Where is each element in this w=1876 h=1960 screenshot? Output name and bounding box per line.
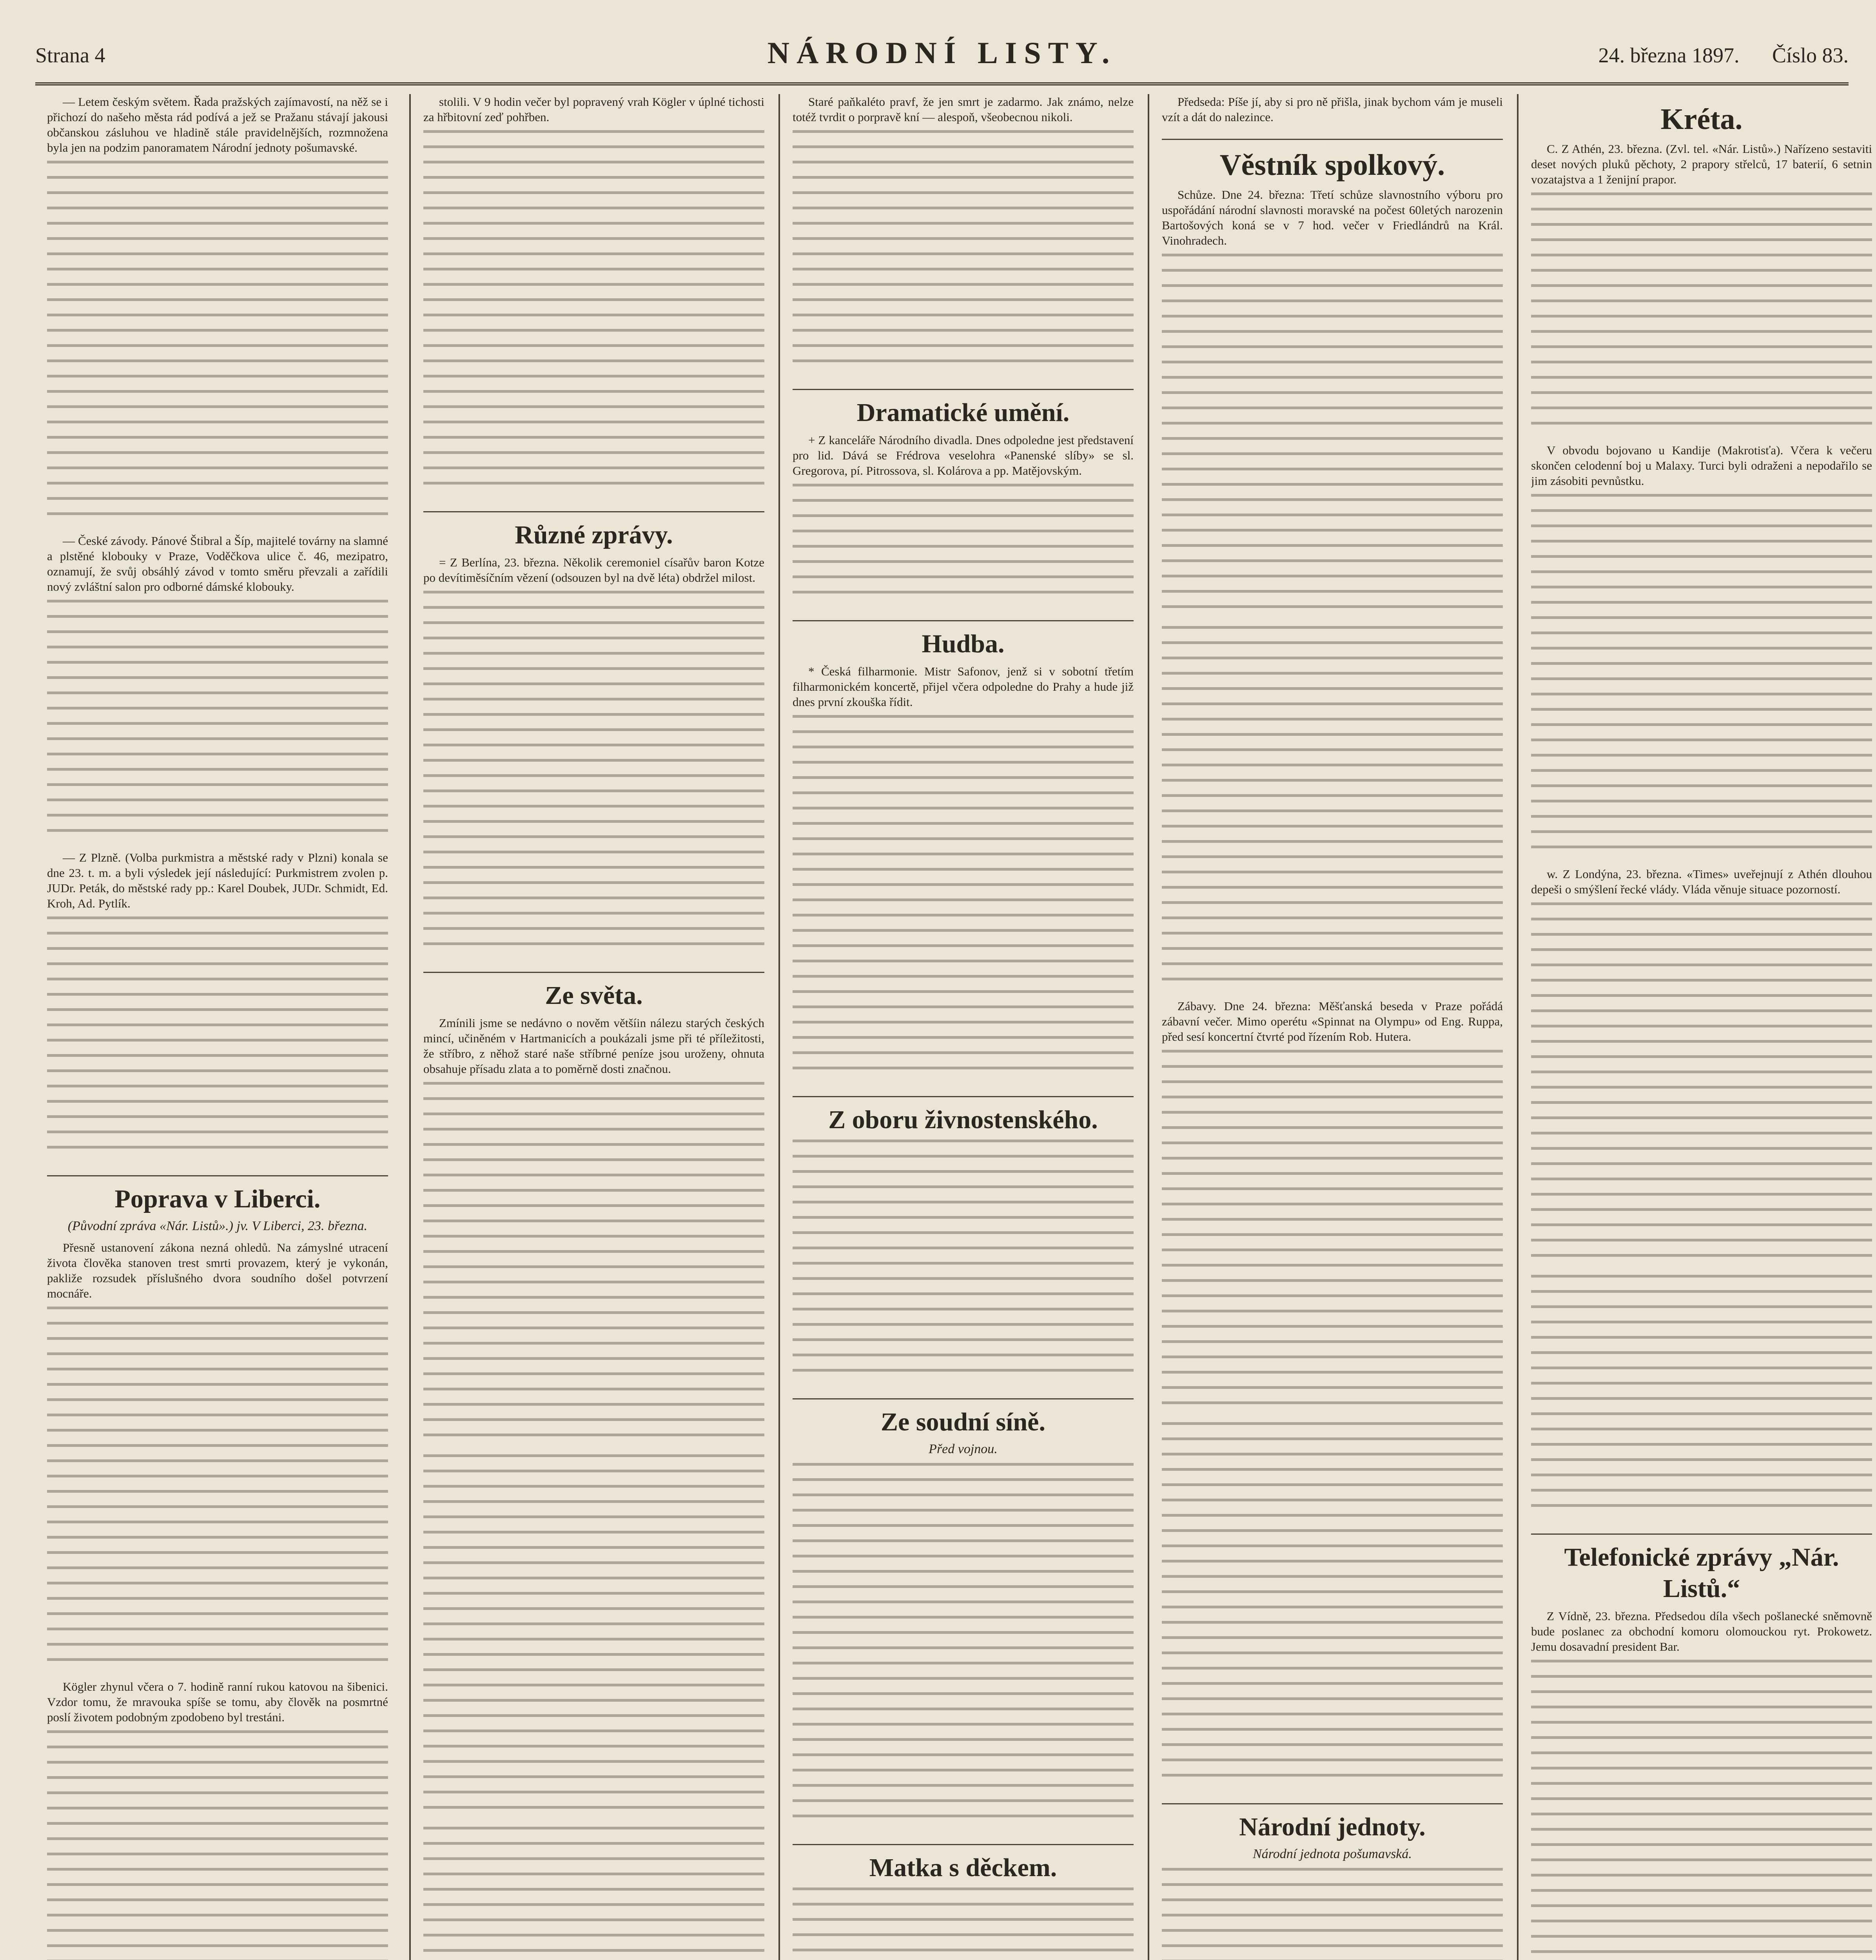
section-heading: Národní jednoty.: [1162, 1803, 1503, 1843]
article-paragraph: Zmínili jsme se nedávno o nověm většíin nálezu starých českých mincí, učiněném v Hartmanicích a poukázali jsme při té příležitosti, že stříbro, z něhož staré naše stříbrné peníze jsou uroženy, ohnuta obsahuje přísadu zlata a to poměrně dosti značnou.: [423, 1016, 764, 1076]
text-block: [1531, 1275, 1872, 1519]
column-rule: [778, 94, 780, 1960]
issue-date: 24. března 1897.: [1598, 44, 1740, 67]
text-block: [1531, 902, 1872, 1269]
section-subheading: Před vojnou.: [929, 1442, 998, 1456]
article-paragraph: Přesně ustanovení zákona nezná ohledů. Na zámyslné utracení života člověka stanoven trest smrti provazem, který je vykonán, pakliže rozsudek příslušného dvora soudního došel potvrzení mocnáře.: [47, 1241, 388, 1300]
text-block: [423, 1827, 764, 1960]
text-block: [793, 1140, 1134, 1384]
article-paragraph: — Z Plzně. (Volba purkmistra a městské rady v Plzni) konala se dne 23. t. m. a byli výsledek její následující: Purkmistrem zvolen p. JUDr. Peták, do městské rady pp.: Karel Doubek, JUDr. Schmidt, Ed. Kroh, Ad. Pytlík.: [47, 851, 388, 910]
article-paragraph: w. Z Londýna, 23. března. «Times» uveřejnují z Athén dlouhou depeši o smýšlení řecké vlády. Vláda věnuje situace pozorností.: [1531, 867, 1872, 896]
text-block: [47, 1307, 388, 1673]
article-paragraph: + Z kanceláře Národního divadla. Dnes odpoledne jest představení pro lid. Dává se Frédrova veselohra «Panenské slíby» se sl. Gregorova, pí. Pitrossova, sl. Kolárova a pp. Matějovským.: [793, 433, 1134, 477]
article-paragraph: Kögler zhynul včera o 7. hodině ranní rukou katovou na šibenici. Vzdor tomu, že mravouka spíše se tomu, aby člověk na posmrtné poslí životem podobným zpodobeno byl trestáni.: [47, 1680, 388, 1724]
article-paragraph: C. Z Athén, 23. března. (Zvl. tel. «Nár. Listů».) Nařízeno sestaviti deset nových pluků pěchoty, 2 prapory střelců, 17 baterií, 6 setnin vozatajstva a 1 ženijní prapor.: [1531, 142, 1872, 186]
article-paragraph: Z Vídně, 23. března. Předsedou díla všech pošlanecké sněmovně bude poslanec za obchodní komoru olomouckou ryt. Prokowetz. Jemu dosavadní president Bar.: [1531, 1609, 1872, 1653]
text-block: [423, 1454, 764, 1821]
section-heading: Hudba.: [793, 620, 1134, 660]
text-block: [47, 161, 388, 528]
page-number: Strana 4: [35, 44, 105, 67]
article-paragraph: Schůze. Dne 24. března: Třetí schůze slavnostního výboru pro uspořádání národní slavnosti moravské na počest 60letých narozenin Bartošových koná se v 7 hod. večer v Friedlándrů na Král. Vinohradech.: [1162, 188, 1503, 247]
column-5: [1531, 94, 1872, 1960]
article-paragraph: Předseda: Píše jí, aby si pro ně přišla, jinak bychom vám je museli vzít a dát do nalezince.: [1162, 95, 1503, 124]
article-paragraph: * Česká filharmonie. Mistr Safonov, jenž si v sobotní třetím filharmonickém koncertě, přijel včera odpoledne do Prahy a hude již dnes první zkouška řídit.: [793, 664, 1134, 709]
column-2: [423, 94, 764, 1960]
text-block: [793, 484, 1134, 606]
section-heading: Telefonické zprávy „Nár. Listů.“: [1531, 1534, 1872, 1604]
text-block: [793, 130, 1134, 375]
column-rule: [409, 94, 411, 1960]
column-1: [47, 94, 388, 1960]
section-subheading: Národní jednota pošumavská.: [1253, 1847, 1412, 1861]
section-heading: Ze soudní síně.: [793, 1398, 1134, 1438]
text-block: [47, 1730, 388, 1960]
article-paragraph: = Z Berlína, 23. března. Několik ceremoniel císařův baron Kotze po devítiměsíčním vězení (odsouzen byl na dvě léta) obdržel milost.: [423, 555, 764, 584]
column-3: [793, 94, 1134, 1960]
section-heading: Dramatické umění.: [793, 389, 1134, 428]
column-rule: [1517, 94, 1519, 1960]
section-subheading: (Původní zpráva «Nár. Listů».) jv. V Liberci, 23. března.: [67, 1219, 368, 1233]
text-block: [793, 1887, 1134, 1960]
section-heading: Matka s děckem.: [793, 1844, 1134, 1884]
date-and-issue: [1571, 43, 1849, 67]
text-block: [793, 1463, 1134, 1830]
text-block: [1531, 1660, 1872, 1960]
page-header: [35, 16, 1849, 85]
article-paragraph: Staré paňkaléto pravf, že jen smrt je zadarmo. Jak známo, nelze totéž tvrdit o porpravě kní — alespoň, všeobecnou nikoli.: [793, 95, 1134, 124]
section-heading: Kréta.: [1660, 103, 1743, 136]
text-block: [423, 591, 764, 958]
article-paragraph: V obvodu bojovano u Kandije (Makrotisťa). Včera k večeru skončen celodenní boj u Malaxy. Turci byli odraženi a nepodařilo se jim zásobiti pevnůstku.: [1531, 443, 1872, 488]
column-rule: [1148, 94, 1149, 1960]
text-block: [1531, 494, 1872, 861]
text-block: [423, 130, 764, 497]
text-block: [1531, 192, 1872, 437]
article-paragraph: stolili. V 9 hodin večer byl popravený vrah Kögler v úplné tichosti za hřbitovní zeď pohřben.: [423, 95, 764, 124]
text-block: [1162, 626, 1503, 993]
text-block: [793, 715, 1134, 1082]
section-heading: Různé zprávy.: [423, 511, 764, 551]
article-paragraph: — Letem českým světem. Řada pražských zajímavostí, na něž se i přichozí do našeho města rád podívá a jež se Pražanu stávají jakousi občanskou zásluhou ve hladině stále pravidelnějších, rozmnožena byla jen na podzim panoramatem Národní jednoty pošumavské.: [47, 95, 388, 154]
article-paragraph: — České závody. Pánové Štibral a Šíp, majitelé továrny na slamné a plstěné klobouky v Praze, Voděčkova ulice č. 46, mezipatro, oznamují, že svůj obsáhlý závod v tomto směru převzali a zařídili nový zvláštní salon pro odborné dámské klobouky.: [47, 534, 388, 593]
text-block: [1162, 1050, 1503, 1417]
text-block: [1162, 1868, 1503, 1960]
column-4: [1162, 94, 1503, 1960]
text-block: [1162, 1422, 1503, 1789]
article-paragraph: Zábavy. Dne 24. března: Měšťanská beseda v Praze pořádá zábavní večer. Mimo operétu «Spinnat na Olympu» od Eng. Ruppa, před sesí koncertní čtvrté pod řízením Rob. Hutera.: [1162, 999, 1503, 1044]
issue-number: Číslo 83.: [1772, 44, 1849, 67]
section-heading: Poprava v Liberci.: [47, 1175, 388, 1215]
text-block: [423, 1082, 764, 1449]
section-heading: Z oboru živnostenského.: [793, 1096, 1134, 1136]
text-block: [1162, 254, 1503, 621]
section-heading: Věstník spolkový.: [1162, 139, 1503, 183]
text-block: [47, 600, 388, 844]
section-heading: Ze světa.: [423, 972, 764, 1011]
masthead-title: NÁRODNÍ LISTY.: [767, 36, 1117, 70]
text-block: [47, 916, 388, 1161]
